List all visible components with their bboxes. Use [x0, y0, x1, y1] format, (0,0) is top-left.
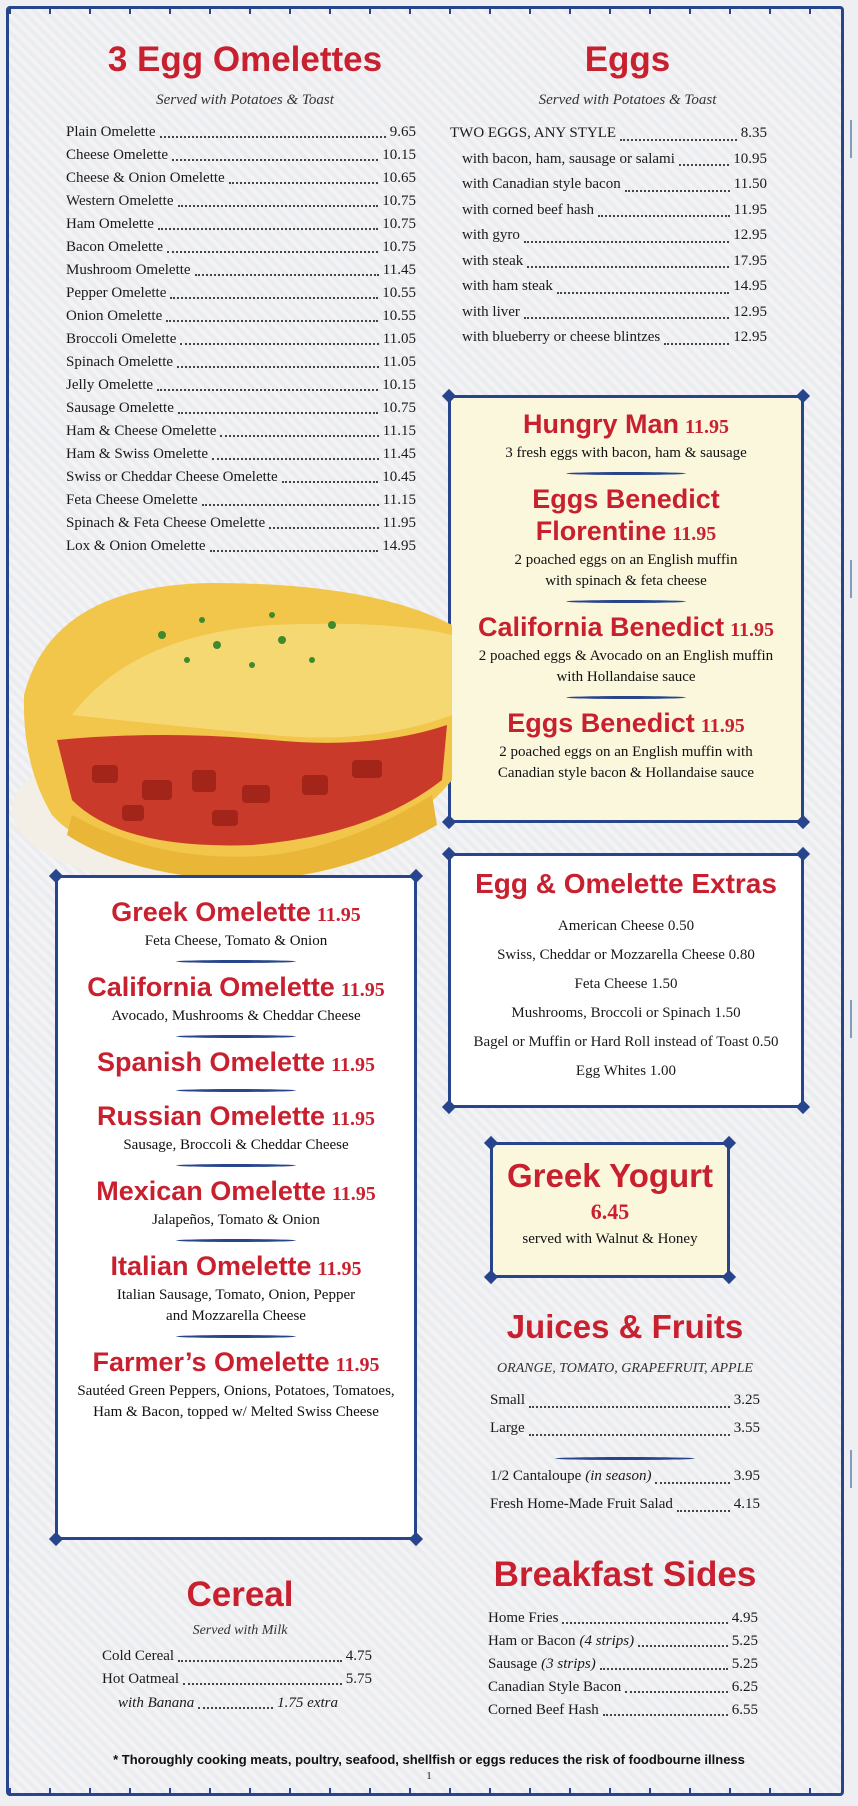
special-price: 11.95	[317, 1258, 362, 1280]
menu-item-price: 4.95	[731, 1610, 758, 1626]
menu-item-name: with Canadian style bacon	[462, 176, 621, 192]
menu-item-name: Lox & Onion Omelette	[66, 538, 206, 554]
menu-item-row	[102, 1645, 372, 1668]
banana-extra-row: with Banana 1.75 extra	[118, 1695, 338, 1711]
menu-item-name: Swiss or Cheddar Cheese Omelette	[66, 469, 278, 485]
eggs-list	[450, 121, 767, 351]
special-title	[451, 408, 801, 443]
specialty-omelettes-list	[58, 878, 414, 1423]
dot-leader	[527, 266, 729, 268]
right-ornament	[844, 1000, 858, 1038]
menu-item-row	[66, 236, 416, 259]
menu-item-price: 4.15	[733, 1496, 760, 1512]
menu-item-row	[450, 198, 767, 224]
menu-item-row	[450, 325, 767, 351]
menu-item-price: 10.15	[382, 377, 416, 393]
special-price: 11.95	[335, 1354, 380, 1376]
menu-item-name: Bacon Omelette	[66, 239, 164, 255]
menu-item-note: (3 strips)	[541, 1656, 596, 1672]
dot-leader	[157, 389, 378, 391]
fruits-list	[490, 1462, 760, 1518]
menu-item-row	[488, 1676, 758, 1699]
menu-item-name: with bacon, ham, sausage or salami	[462, 150, 675, 167]
menu-item-price: 10.75	[382, 400, 416, 416]
menu-item-price: 11.95	[382, 515, 416, 531]
dot-leader	[178, 412, 378, 414]
special-price: 11.95	[331, 1054, 375, 1076]
special-desc: Ham & Bacon, topped w/ Melted Swiss Cheese	[93, 1404, 379, 1420]
yogurt-price: 6.45	[590, 1199, 630, 1224]
extra-item: Egg Whites 1.00	[575, 1063, 677, 1079]
dot-leader	[269, 527, 379, 529]
dot-leader	[167, 251, 378, 253]
special-name: Eggs Benedict	[507, 708, 695, 738]
menu-item-name: Western Omelette	[66, 193, 174, 209]
eggs-subtitle: Served with Potatoes & Toast	[538, 92, 717, 108]
extras-list	[451, 912, 801, 1086]
yogurt-desc: served with Walnut & Honey	[522, 1231, 698, 1247]
menu-item-name: Feta Cheese Omelette	[66, 492, 198, 508]
cereal-list	[102, 1645, 372, 1691]
omelette-photo	[12, 565, 457, 890]
cereal-subtitle: Served with Milk	[192, 1623, 288, 1638]
left-ornament	[0, 1450, 14, 1488]
menu-item-row	[490, 1490, 760, 1518]
menu-item-name: Cold Cereal	[102, 1648, 175, 1664]
flourish-divider	[566, 600, 686, 603]
special-title	[451, 483, 801, 550]
extras-box	[448, 853, 804, 1108]
left-ornament	[0, 120, 14, 158]
omelettes-subtitle: Served with Potatoes & Toast	[156, 92, 334, 108]
special-desc: Avocado, Mushrooms & Cheddar Cheese	[111, 1008, 361, 1024]
menu-item-name: Ham & Cheese Omelette	[66, 423, 217, 439]
menu-item-name: Fresh Home-Made Fruit Salad	[490, 1496, 673, 1512]
menu-item-name: Home Fries	[488, 1610, 559, 1626]
menu-item-name: Cheese & Onion Omelette	[66, 170, 225, 186]
menu-item-price: 12.95	[733, 227, 767, 243]
special-desc: Canadian style bacon & Hollandaise sauce	[497, 765, 755, 781]
menu-item-row	[450, 300, 767, 326]
special-desc: Feta Cheese, Tomato & Onion	[144, 933, 328, 949]
special-title	[58, 1175, 414, 1210]
special-price: 11.95	[340, 979, 385, 1001]
menu-item-name: Spinach Omelette	[66, 354, 174, 370]
special-title	[58, 1346, 414, 1381]
menu-item-price: 11.45	[382, 262, 416, 278]
menu-item-name: Plain Omelette	[66, 124, 156, 140]
menu-item-name: Onion Omelette	[66, 308, 163, 324]
special-title	[58, 1250, 414, 1285]
special-desc: Sautéed Green Peppers, Onions, Potatoes, Tomatoes,	[77, 1383, 395, 1399]
dot-leader	[603, 1714, 728, 1716]
menu-item-price: 11.15	[382, 423, 416, 439]
menu-item-row	[66, 489, 416, 512]
dot-leader	[620, 139, 737, 141]
extra-item: Feta Cheese 1.50	[574, 976, 678, 992]
menu-item-row	[450, 223, 767, 249]
special-title	[451, 707, 801, 742]
dot-leader	[638, 1645, 728, 1647]
flourish-divider	[176, 1164, 296, 1167]
menu-item-row	[66, 259, 416, 282]
menu-item-row	[490, 1414, 760, 1442]
menu-item-row	[66, 213, 416, 236]
menu-item-name: Cheese Omelette	[66, 147, 169, 163]
menu-item-name: Ham & Swiss Omelette	[66, 446, 209, 462]
menu-item-row	[66, 397, 416, 420]
menu-item-price: 6.55	[731, 1702, 758, 1718]
dot-leader	[529, 1434, 730, 1436]
special-title	[58, 971, 414, 1006]
menu-item-row	[488, 1699, 758, 1722]
menu-item-name: Sausage	[488, 1656, 538, 1672]
special-price: 11.95	[331, 1183, 376, 1205]
dot-leader	[195, 274, 379, 276]
special-desc: 3 fresh eggs with bacon, ham & sausage	[505, 445, 747, 461]
menu-item-row	[488, 1653, 758, 1676]
menu-item-row	[66, 466, 416, 489]
menu-item-name: Hot Oatmeal	[102, 1671, 180, 1687]
omelettes-list	[66, 121, 416, 558]
menu-item-price: 10.75	[382, 193, 416, 209]
dot-leader	[282, 481, 379, 483]
menu-item-price: 8.35	[740, 125, 767, 141]
menu-item-row	[66, 328, 416, 351]
extra-item: American Cheese 0.50	[557, 918, 695, 934]
menu-item-name: with liver	[462, 303, 520, 320]
juices-subtitle: ORANGE, TOMATO, GRAPEFRUIT, APPLE	[497, 1361, 753, 1376]
menu-item-price: 10.95	[733, 150, 767, 167]
menu-item-row	[66, 420, 416, 443]
menu-item-price: 10.15	[382, 147, 416, 163]
right-ornament	[844, 1450, 858, 1488]
menu-item-price: 11.15	[382, 492, 416, 508]
menu-item-row	[66, 351, 416, 374]
menu-item-price: 11.50	[733, 176, 767, 192]
dot-leader	[220, 435, 378, 437]
special-desc: Sausage, Broccoli & Cheddar Cheese	[123, 1137, 349, 1153]
menu-item-row	[450, 274, 767, 300]
dot-leader	[170, 297, 378, 299]
flourish-divider	[176, 1239, 296, 1242]
menu-item-price: 4.75	[345, 1648, 372, 1664]
menu-item-price: 12.95	[733, 303, 767, 320]
menu-item-name: Broccoli Omelette	[66, 331, 177, 347]
dot-leader	[625, 190, 730, 192]
special-name: California Omelette	[87, 972, 335, 1002]
dot-leader	[229, 182, 379, 184]
menu-item-row	[450, 121, 767, 147]
menu-item-price: 3.25	[733, 1392, 760, 1408]
special-name: Greek Omelette	[111, 897, 311, 927]
special-title	[58, 1100, 414, 1135]
menu-item-price: 5.75	[345, 1671, 372, 1687]
flourish-divider	[555, 1457, 695, 1460]
dot-leader	[679, 164, 729, 166]
menu-item-price: 11.05	[382, 354, 416, 370]
special-price: 11.95	[685, 416, 729, 438]
special-name: Eggs Benedict Florentine	[532, 484, 720, 546]
menu-item-price: 14.95	[733, 278, 767, 294]
menu-item-row	[66, 374, 416, 397]
omelettes-title: 3 Egg Omelettes	[107, 40, 383, 79]
special-title	[58, 896, 414, 931]
menu-item-name: Large	[490, 1420, 525, 1436]
menu-item-price: 3.55	[733, 1420, 760, 1436]
menu-item-price: 9.65	[389, 124, 416, 140]
menu-item-row	[66, 121, 416, 144]
extras-title: Egg & Omelette Extras	[475, 868, 777, 899]
menu-item-price: 17.95	[733, 252, 767, 269]
special-name: Hungry Man	[523, 409, 680, 439]
menu-item-row	[66, 167, 416, 190]
menu-item-price: 10.55	[382, 285, 416, 301]
dot-leader	[562, 1622, 727, 1624]
menu-item-price: 10.75	[382, 239, 416, 255]
menu-item-name: with steak	[462, 252, 524, 269]
special-name: California Benedict	[478, 612, 725, 642]
dot-leader	[177, 366, 379, 368]
food-safety-footnote: * Thoroughly cooking meats, poultry, seafood, shellfish or eggs reduces the risk of foodbourne illness	[113, 1752, 745, 1767]
dot-leader	[524, 241, 729, 243]
menu-item-price: 11.05	[382, 331, 416, 347]
menu-item-price: 5.25	[731, 1633, 758, 1649]
menu-item-row	[488, 1630, 758, 1653]
dot-leader	[180, 343, 378, 345]
dot-leader	[166, 320, 378, 322]
special-desc: 2 poached eggs on an English muffin with	[499, 744, 753, 760]
special-name: Italian Omelette	[110, 1251, 312, 1281]
dot-leader	[210, 550, 379, 552]
menu-item-name: Ham or Bacon	[488, 1633, 576, 1649]
flourish-divider	[176, 1335, 296, 1338]
menu-item-name: with blueberry or cheese blintzes	[462, 329, 661, 345]
menu-item-price: 12.95	[733, 329, 767, 345]
menu-item-price: 11.95	[733, 201, 767, 218]
menu-item-row	[450, 249, 767, 275]
flourish-divider	[176, 1089, 296, 1092]
dot-leader	[598, 215, 730, 217]
right-ornament	[844, 120, 858, 158]
dot-leader	[557, 292, 729, 294]
menu-item-name: with ham steak	[462, 278, 553, 294]
menu-item-row	[450, 172, 767, 198]
menu-item-note: (4 strips)	[579, 1633, 635, 1649]
greek-yogurt-box	[490, 1142, 730, 1278]
special-desc: Jalapeños, Tomato & Onion	[152, 1212, 320, 1228]
menu-item-name: Pepper Omelette	[66, 285, 167, 301]
dot-leader	[655, 1482, 729, 1484]
menu-item-name: Ham Omelette	[66, 216, 154, 232]
menu-item-note: (in season)	[585, 1468, 652, 1484]
dot-leader	[178, 1660, 342, 1662]
menu-item-name: Small	[490, 1392, 526, 1408]
dot-leader	[172, 159, 378, 161]
special-price: 11.95	[316, 904, 361, 926]
sides-title: Breakfast Sides	[493, 1555, 757, 1594]
menu-item-price: 10.55	[382, 308, 416, 324]
menu-item-name: TWO EGGS, ANY STYLE	[450, 125, 617, 141]
menu-item-price: 14.95	[382, 538, 416, 554]
menu-item-row	[66, 282, 416, 305]
menu-item-price: 6.25	[731, 1679, 758, 1695]
special-name: Russian Omelette	[97, 1101, 326, 1131]
specialty-omelettes-box	[55, 875, 417, 1540]
menu-item-price: 5.25	[731, 1656, 758, 1672]
dot-leader	[664, 343, 729, 345]
flourish-divider	[176, 960, 296, 963]
menu-item-row	[490, 1386, 760, 1414]
menu-item-name: with corned beef hash	[462, 201, 595, 218]
menu-item-name: 1/2 Cantaloupe	[490, 1468, 582, 1484]
special-desc: 2 poached eggs & Avocado on an English muffin	[478, 648, 774, 664]
dot-leader	[677, 1510, 730, 1512]
dot-leader	[158, 228, 378, 230]
special-name: Farmer’s Omelette	[92, 1347, 330, 1377]
dot-leader	[160, 136, 386, 138]
juices-title: Juices & Fruits	[506, 1308, 744, 1345]
special-desc: Italian Sausage, Tomato, Onion, Pepper	[116, 1287, 356, 1303]
menu-item-row	[450, 147, 767, 173]
special-price: 11.95	[700, 715, 745, 737]
extra-item: Mushrooms, Broccoli or Spinach 1.50	[511, 1005, 741, 1021]
dot-leader	[183, 1683, 342, 1685]
menu-item-name: with gyro	[462, 227, 520, 243]
menu-item-price: 11.45	[382, 446, 416, 462]
benedict-specials-box	[448, 395, 804, 823]
right-ornament	[844, 560, 858, 598]
menu-item-row	[488, 1607, 758, 1630]
flourish-divider	[566, 472, 686, 475]
cereal-title: Cereal	[186, 1575, 294, 1614]
menu-item-row	[490, 1462, 760, 1490]
benedict-specials-list	[451, 398, 801, 784]
menu-item-row	[66, 305, 416, 328]
menu-item-name: Sausage Omelette	[66, 400, 174, 416]
dot-leader	[524, 317, 729, 319]
menu-item-name: Canadian Style Bacon	[488, 1679, 622, 1695]
frame-bottom-ornament	[9, 1788, 841, 1796]
special-title	[58, 1046, 414, 1081]
dot-leader	[202, 504, 379, 506]
juice-sizes-list	[490, 1386, 760, 1442]
menu-item-row	[66, 535, 416, 558]
dot-leader	[178, 205, 379, 207]
menu-item-name: Mushroom Omelette	[66, 262, 191, 278]
special-price: 11.95	[331, 1108, 375, 1130]
special-title	[451, 611, 801, 646]
special-desc: and Mozzarella Cheese	[166, 1308, 306, 1324]
page-number: 1	[426, 1770, 432, 1782]
menu-item-row	[66, 443, 416, 466]
left-ornament	[0, 1000, 14, 1038]
menu-item-row	[66, 512, 416, 535]
menu-item-price: 10.45	[382, 469, 416, 485]
dot-leader	[212, 458, 379, 460]
sides-list	[488, 1607, 758, 1722]
special-desc: with spinach & feta cheese	[545, 573, 707, 589]
menu-item-price: 10.75	[382, 216, 416, 232]
menu-item-name: Jelly Omelette	[66, 377, 154, 393]
menu-item-price: 10.65	[382, 170, 416, 186]
flourish-divider	[566, 696, 686, 699]
special-price: 11.95	[730, 619, 774, 641]
dot-leader	[625, 1691, 727, 1693]
special-name: Mexican Omelette	[96, 1176, 326, 1206]
extra-item: Swiss, Cheddar or Mozzarella Cheese 0.80	[497, 947, 755, 963]
flourish-divider	[176, 1035, 296, 1038]
eggs-title: Eggs	[584, 40, 671, 79]
menu-item-price: 3.95	[733, 1468, 760, 1484]
special-name: Spanish Omelette	[97, 1047, 326, 1077]
special-desc: 2 poached eggs on an English muffin	[514, 552, 738, 568]
menu-item-row	[66, 144, 416, 167]
special-desc: with Hollandaise sauce	[556, 669, 696, 685]
menu-item-name: Corned Beef Hash	[488, 1702, 599, 1718]
menu-item-name: Spinach & Feta Cheese Omelette	[66, 515, 266, 531]
dot-leader	[529, 1406, 730, 1408]
menu-item-row	[102, 1668, 372, 1691]
extra-item: Bagel or Muffin or Hard Roll instead of Toast 0.50	[473, 1034, 779, 1050]
yogurt-title: Greek Yogurt	[506, 1157, 713, 1194]
special-price: 11.95	[672, 523, 717, 545]
frame-top-ornament	[9, 6, 841, 14]
menu-item-row	[66, 190, 416, 213]
dot-leader	[600, 1668, 728, 1670]
